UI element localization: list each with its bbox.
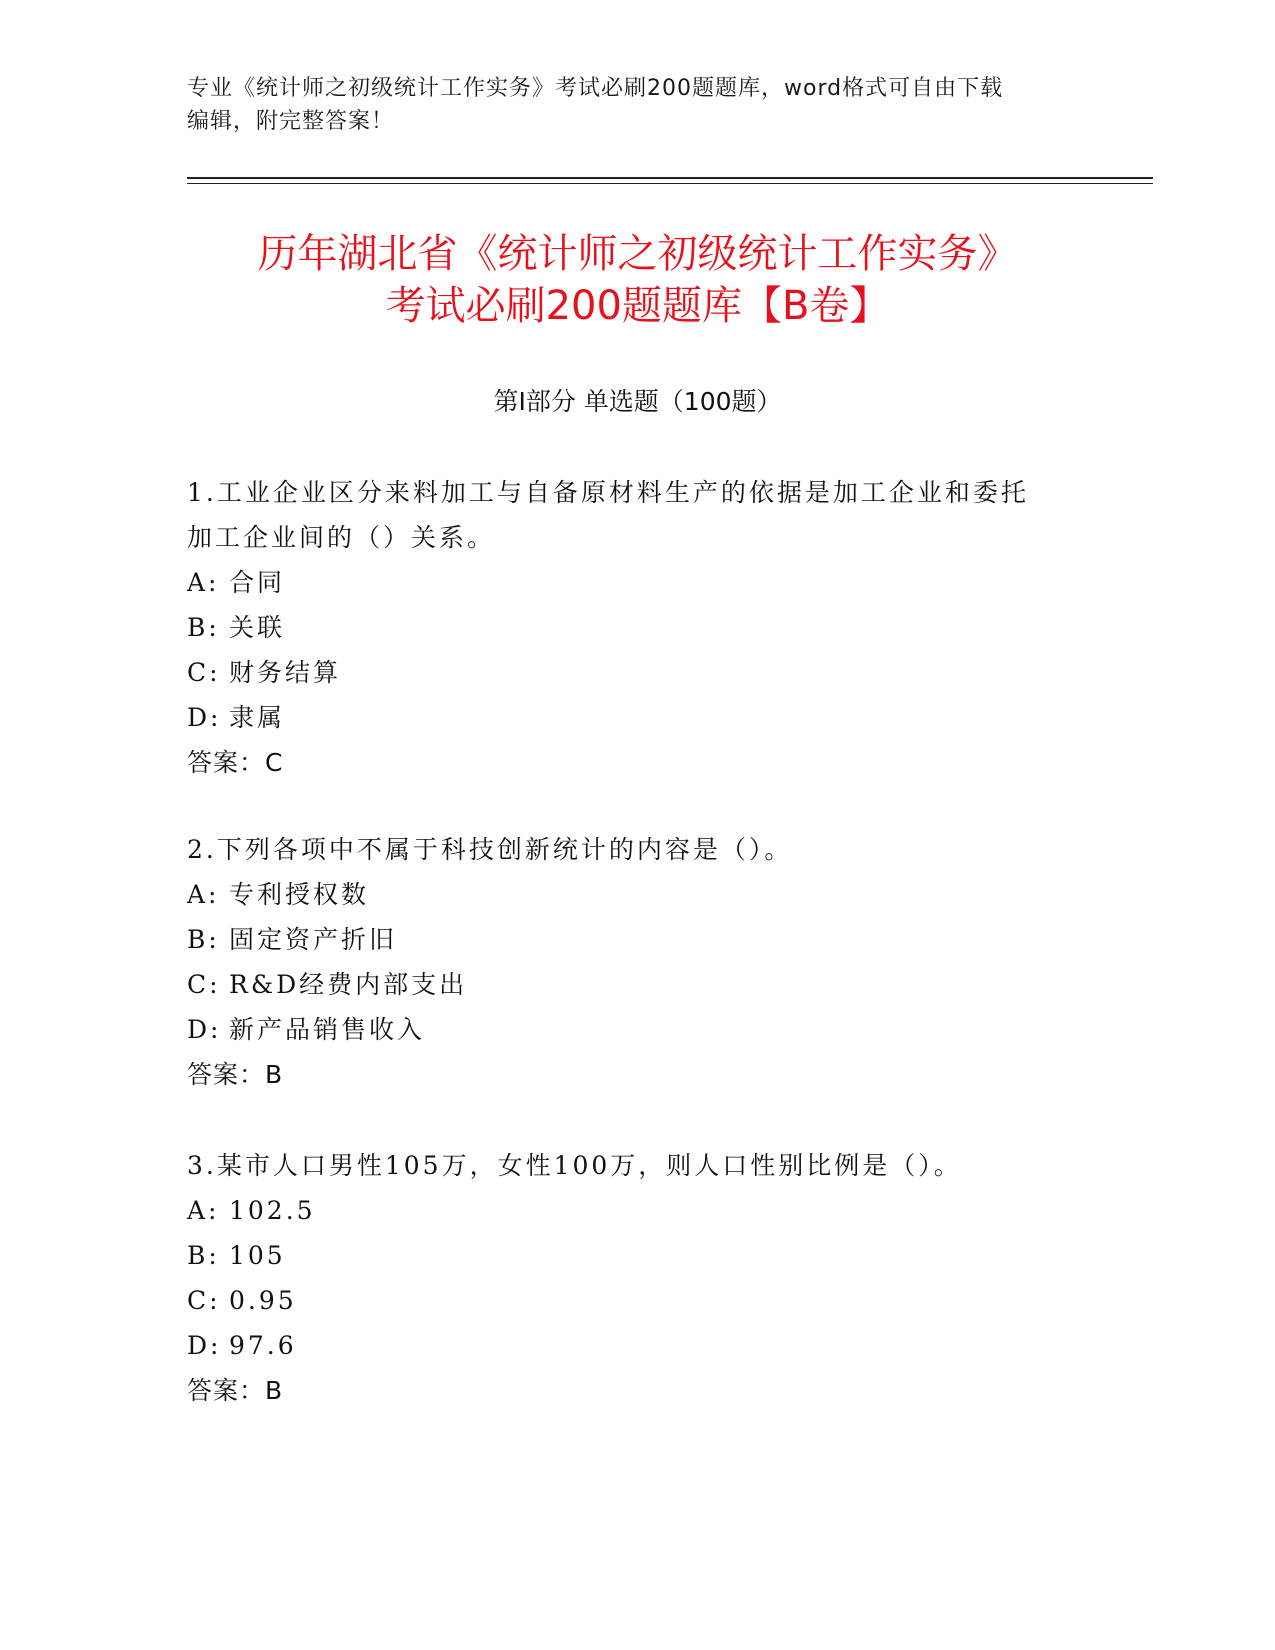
option-letter: A:	[187, 568, 220, 597]
option-letter: C:	[187, 658, 221, 687]
option-text: 专利授权数	[229, 880, 370, 909]
option-text: 新产品销售收入	[229, 1015, 426, 1044]
option-letter: C:	[187, 970, 221, 999]
option-c	[187, 962, 1087, 1007]
document-title-line1: 历年湖北省《统计师之初级统计工作实务》	[257, 231, 1018, 277]
document-title-line2: 考试必刷200题题库【B卷】	[385, 283, 890, 329]
option-d	[187, 1323, 1087, 1368]
option-text: R&D经费内部支出	[229, 970, 468, 999]
option-b	[187, 917, 1087, 962]
option-text: 105	[229, 1241, 286, 1270]
header-note-line2: 编辑，附完整答案！	[187, 109, 395, 134]
option-d	[187, 1007, 1087, 1052]
option-letter: A:	[187, 1196, 220, 1225]
question-1	[187, 470, 1087, 785]
header-note-line1: 专业《统计师之初级统计工作实务》考试必刷200题题库，word格式可自由下载	[187, 76, 1004, 101]
option-a	[187, 560, 1087, 605]
option-letter: B:	[187, 613, 220, 642]
option-text: 隶属	[229, 703, 286, 732]
question-stem-line2: 加工企业间的（）关系。	[187, 523, 496, 552]
option-letter: D:	[187, 1331, 222, 1360]
option-letter: A:	[187, 880, 220, 909]
question-stem-line1: 3.某市人口男性105万，女性100万，则人口性别比例是（）。	[187, 1151, 962, 1180]
question-2	[187, 827, 1087, 1097]
option-text: 97.6	[229, 1331, 297, 1360]
option-letter: B:	[187, 1241, 220, 1270]
section-title: 第Ⅰ部分 单选题（100题）	[493, 387, 782, 416]
question-stem-line1: 2.下列各项中不属于科技创新统计的内容是（）。	[187, 835, 793, 864]
document-title	[150, 228, 1125, 332]
option-text: 财务结算	[229, 658, 342, 687]
option-a	[187, 872, 1087, 917]
option-d	[187, 695, 1087, 740]
header-note	[187, 72, 1087, 138]
answer: 答案：B	[187, 1060, 284, 1089]
option-a	[187, 1188, 1087, 1233]
option-b	[187, 1233, 1087, 1278]
option-letter: D:	[187, 1015, 222, 1044]
answer: 答案：C	[187, 748, 284, 777]
option-letter: B:	[187, 925, 220, 954]
option-letter: C:	[187, 1286, 221, 1315]
question-stem-line1: 1.工业企业区分来料加工与自备原材料生产的依据是加工企业和委托	[187, 478, 1029, 507]
option-text: 关联	[229, 613, 286, 642]
header-divider-thin	[187, 183, 1153, 184]
option-c	[187, 1278, 1087, 1323]
header-divider-thick	[187, 177, 1153, 179]
option-b	[187, 605, 1087, 650]
option-letter: D:	[187, 703, 222, 732]
answer: 答案：B	[187, 1376, 284, 1405]
option-c	[187, 650, 1087, 695]
question-3	[187, 1143, 1087, 1413]
option-text: 0.95	[229, 1286, 297, 1315]
option-text: 102.5	[229, 1196, 316, 1225]
option-text: 固定资产折旧	[229, 925, 398, 954]
option-text: 合同	[229, 568, 286, 597]
